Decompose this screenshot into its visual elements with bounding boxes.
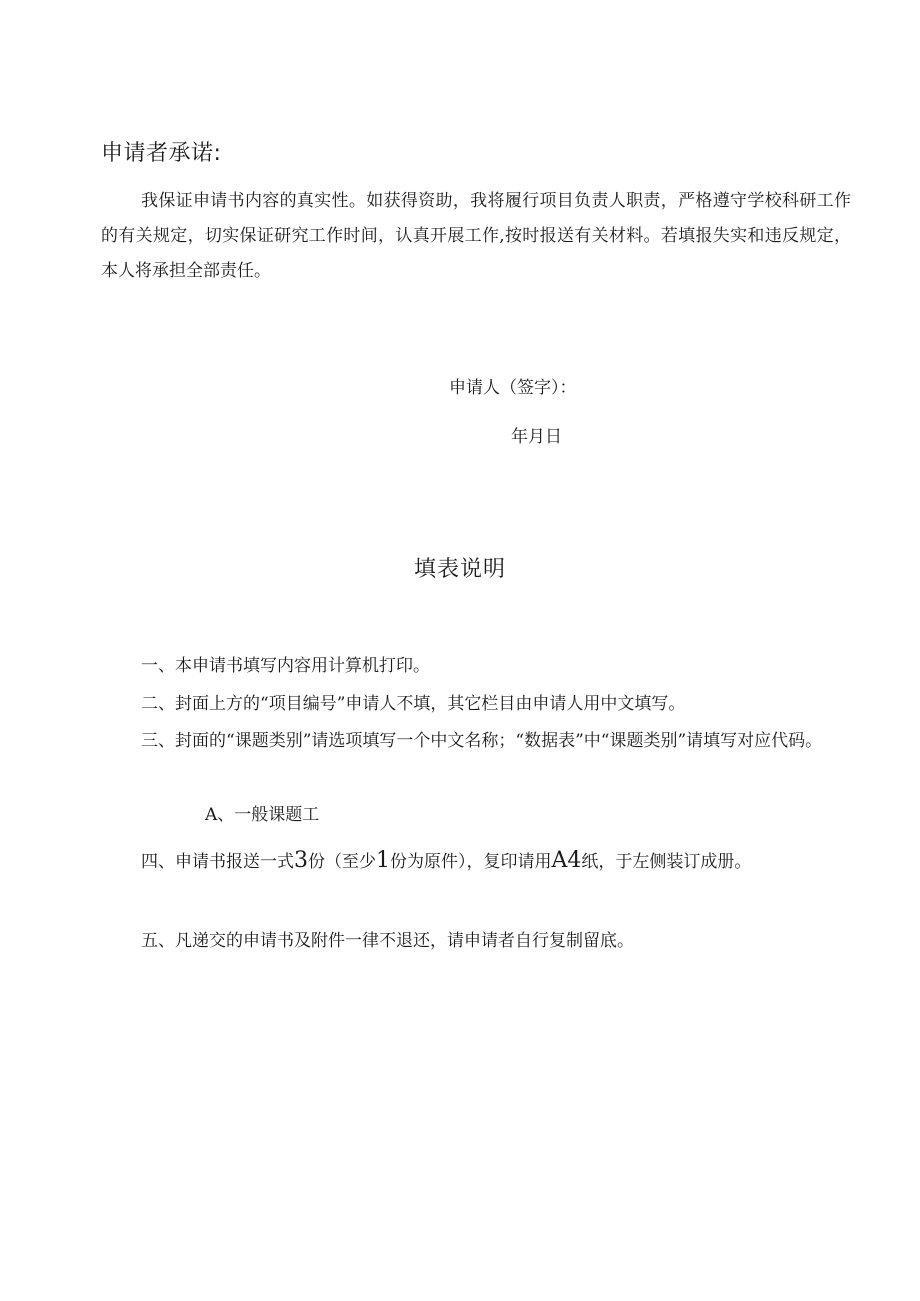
item4-text-pre: 四、申请书报送一式	[141, 852, 294, 872]
item4-original-number: 1	[376, 848, 390, 873]
instruction-item-2: 二、封面上方的“项目编号”申请人不填，其它栏目由申请人用中文填写。	[141, 694, 686, 714]
instruction-item-1: 一、本申请书填写内容用计算机打印。	[141, 656, 430, 676]
pledge-body: 我保证申请书内容的真实性。如获得资助，我将履行项目负责人职责，严格遵守学校科研工作的有关规定，切实保证研究工作时间，认真开展工作,按时报送有关材料。若填报失实和违反规定，本人将承担全部责任。	[101, 191, 851, 281]
instructions-title: 填表说明	[413, 557, 506, 582]
item4-text-post: 纸，于左侧装订成册。	[581, 852, 752, 872]
date-label: 年月日	[511, 427, 562, 447]
instruction-item-4	[101, 843, 851, 880]
instruction-subitem-a: A、一般课题工	[205, 805, 320, 825]
instruction-item-5: 五、凡递交的申请书及附件一律不退还，请申请者自行复制留底。	[141, 931, 634, 951]
item4-copies-number: 3	[294, 848, 308, 873]
instruction-item-3: 三、封面的“课题类别”请选项填写一个中文名称；“数据表”中“课题类别”请填写对应代码。	[141, 731, 823, 751]
item4-paper-size: A4	[551, 848, 582, 873]
pledge-heading: 申请者承诺:	[101, 141, 222, 166]
item4-text-mid1: 份（至少	[308, 852, 376, 872]
signature-label: 申请人（签字）：	[449, 378, 577, 398]
item4-text-mid2: 份为原件），复印请用	[390, 852, 552, 872]
